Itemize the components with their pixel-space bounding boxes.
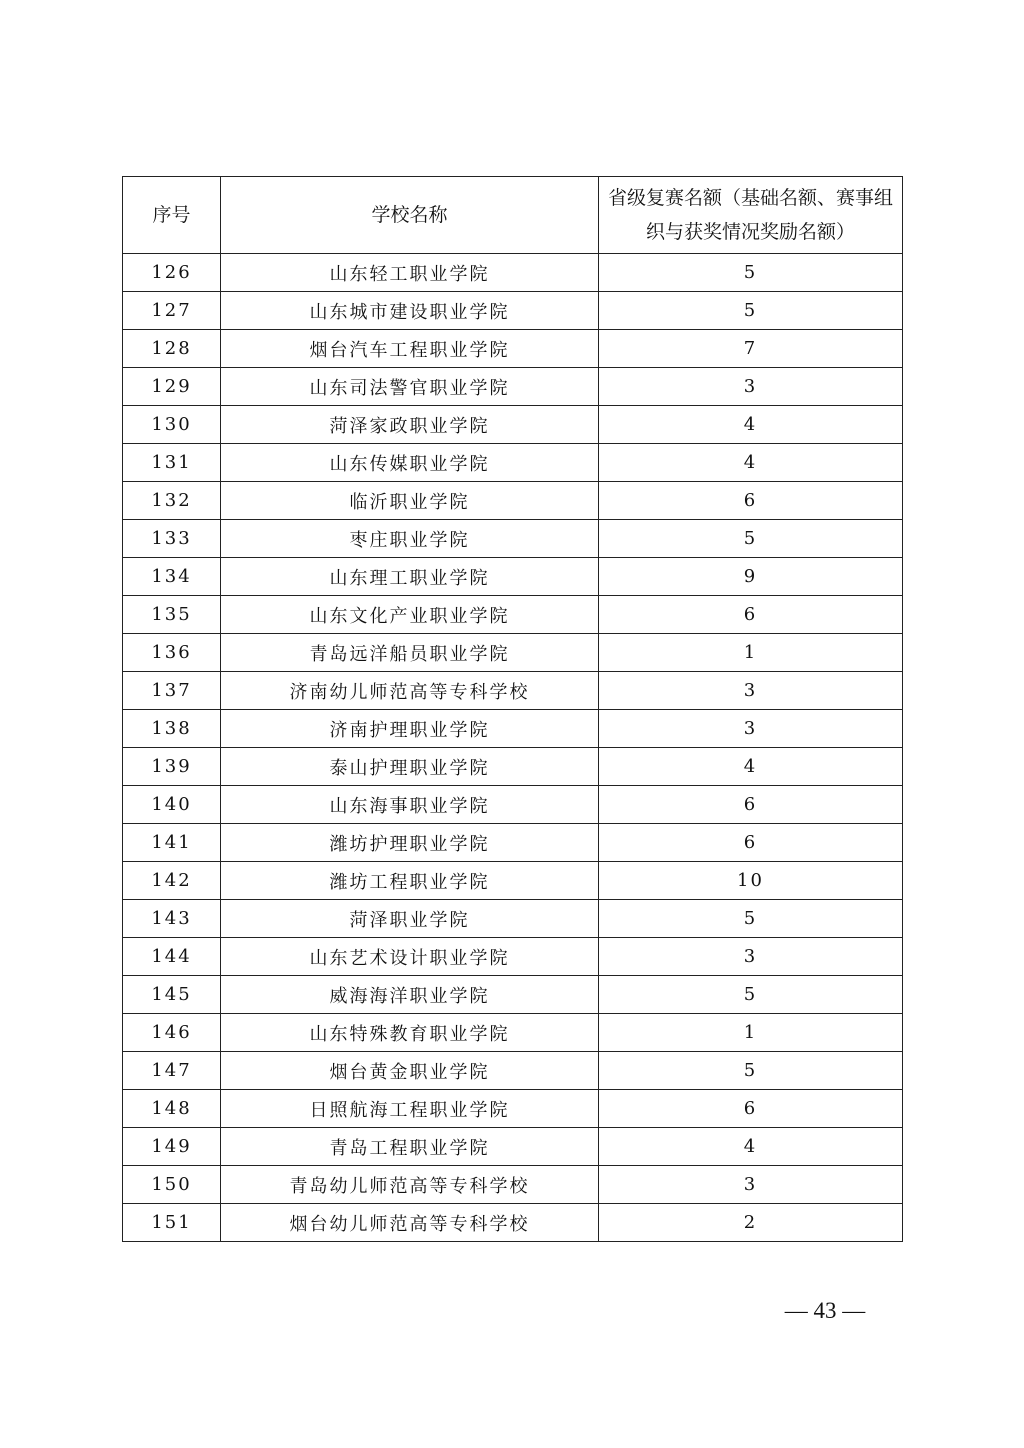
cell-serial-number: 126 (123, 254, 221, 292)
cell-school-name: 济南护理职业学院 (221, 710, 599, 748)
cell-quota: 6 (599, 824, 903, 862)
cell-quota: 5 (599, 292, 903, 330)
cell-serial-number: 134 (123, 558, 221, 596)
cell-school-name: 山东海事职业学院 (221, 786, 599, 824)
cell-serial-number: 145 (123, 976, 221, 1014)
header-school-name: 学校名称 (221, 177, 599, 254)
table-row (123, 1204, 903, 1242)
cell-school-name: 日照航海工程职业学院 (221, 1090, 599, 1128)
cell-serial-number: 135 (123, 596, 221, 634)
table-row (123, 1090, 903, 1128)
cell-serial-number: 151 (123, 1204, 221, 1242)
cell-serial-number: 131 (123, 444, 221, 482)
cell-serial-number: 127 (123, 292, 221, 330)
cell-serial-number: 144 (123, 938, 221, 976)
cell-quota: 6 (599, 786, 903, 824)
cell-school-name: 烟台幼儿师范高等专科学校 (221, 1204, 599, 1242)
table-row (123, 558, 903, 596)
cell-quota: 3 (599, 1166, 903, 1204)
cell-school-name: 潍坊工程职业学院 (221, 862, 599, 900)
table-row (123, 1014, 903, 1052)
cell-quota: 4 (599, 406, 903, 444)
cell-serial-number: 143 (123, 900, 221, 938)
cell-quota: 4 (599, 1128, 903, 1166)
cell-quota: 3 (599, 710, 903, 748)
table-row (123, 786, 903, 824)
cell-quota: 4 (599, 748, 903, 786)
table-row (123, 406, 903, 444)
cell-quota: 5 (599, 254, 903, 292)
table-row (123, 900, 903, 938)
cell-serial-number: 140 (123, 786, 221, 824)
table-row (123, 710, 903, 748)
cell-quota: 1 (599, 1014, 903, 1052)
cell-school-name: 烟台黄金职业学院 (221, 1052, 599, 1090)
table-row (123, 1166, 903, 1204)
table-row (123, 596, 903, 634)
cell-quota: 3 (599, 368, 903, 406)
cell-serial-number: 141 (123, 824, 221, 862)
header-quota: 省级复赛名额（基础名额、赛事组织与获奖情况奖励名额） (599, 177, 903, 254)
cell-school-name: 青岛远洋船员职业学院 (221, 634, 599, 672)
cell-serial-number: 148 (123, 1090, 221, 1128)
cell-serial-number: 130 (123, 406, 221, 444)
table-row (123, 634, 903, 672)
cell-serial-number: 139 (123, 748, 221, 786)
table-header-row (123, 177, 903, 254)
cell-school-name: 山东轻工职业学院 (221, 254, 599, 292)
cell-school-name: 威海海洋职业学院 (221, 976, 599, 1014)
cell-school-name: 山东司法警官职业学院 (221, 368, 599, 406)
table-row (123, 368, 903, 406)
cell-school-name: 青岛幼儿师范高等专科学校 (221, 1166, 599, 1204)
table-body (123, 254, 903, 1242)
page-number: — 43 — (784, 1298, 866, 1323)
cell-quota: 4 (599, 444, 903, 482)
cell-school-name: 济南幼儿师范高等专科学校 (221, 672, 599, 710)
cell-quota: 2 (599, 1204, 903, 1242)
cell-school-name: 山东城市建设职业学院 (221, 292, 599, 330)
quota-table (122, 176, 903, 1242)
cell-school-name: 潍坊护理职业学院 (221, 824, 599, 862)
cell-school-name: 山东传媒职业学院 (221, 444, 599, 482)
cell-school-name: 菏泽家政职业学院 (221, 406, 599, 444)
cell-school-name: 烟台汽车工程职业学院 (221, 330, 599, 368)
cell-quota: 6 (599, 596, 903, 634)
table-row (123, 444, 903, 482)
cell-quota: 7 (599, 330, 903, 368)
cell-school-name: 山东文化产业职业学院 (221, 596, 599, 634)
cell-quota: 5 (599, 1052, 903, 1090)
cell-school-name: 泰山护理职业学院 (221, 748, 599, 786)
cell-quota: 1 (599, 634, 903, 672)
cell-serial-number: 146 (123, 1014, 221, 1052)
table-row (123, 482, 903, 520)
table-row (123, 976, 903, 1014)
cell-quota: 6 (599, 1090, 903, 1128)
cell-quota: 5 (599, 520, 903, 558)
table-row (123, 748, 903, 786)
cell-serial-number: 133 (123, 520, 221, 558)
header-serial-number: 序号 (123, 177, 221, 254)
cell-serial-number: 137 (123, 672, 221, 710)
table-row (123, 862, 903, 900)
table-row (123, 938, 903, 976)
cell-quota: 6 (599, 482, 903, 520)
cell-serial-number: 150 (123, 1166, 221, 1204)
cell-serial-number: 128 (123, 330, 221, 368)
table-row (123, 672, 903, 710)
table-row (123, 1052, 903, 1090)
cell-school-name: 山东艺术设计职业学院 (221, 938, 599, 976)
cell-school-name: 山东理工职业学院 (221, 558, 599, 596)
table-row (123, 824, 903, 862)
cell-serial-number: 132 (123, 482, 221, 520)
cell-school-name: 菏泽职业学院 (221, 900, 599, 938)
cell-school-name: 临沂职业学院 (221, 482, 599, 520)
cell-quota: 5 (599, 976, 903, 1014)
table-row (123, 330, 903, 368)
cell-serial-number: 129 (123, 368, 221, 406)
cell-school-name: 青岛工程职业学院 (221, 1128, 599, 1166)
cell-quota: 3 (599, 938, 903, 976)
cell-school-name: 枣庄职业学院 (221, 520, 599, 558)
cell-quota: 9 (599, 558, 903, 596)
table-row (123, 1128, 903, 1166)
cell-quota: 3 (599, 672, 903, 710)
cell-serial-number: 149 (123, 1128, 221, 1166)
cell-quota: 10 (599, 862, 903, 900)
cell-quota: 5 (599, 900, 903, 938)
cell-serial-number: 147 (123, 1052, 221, 1090)
table-row (123, 292, 903, 330)
cell-serial-number: 136 (123, 634, 221, 672)
cell-school-name: 山东特殊教育职业学院 (221, 1014, 599, 1052)
table-row (123, 254, 903, 292)
cell-serial-number: 142 (123, 862, 221, 900)
table-row (123, 520, 903, 558)
cell-serial-number: 138 (123, 710, 221, 748)
